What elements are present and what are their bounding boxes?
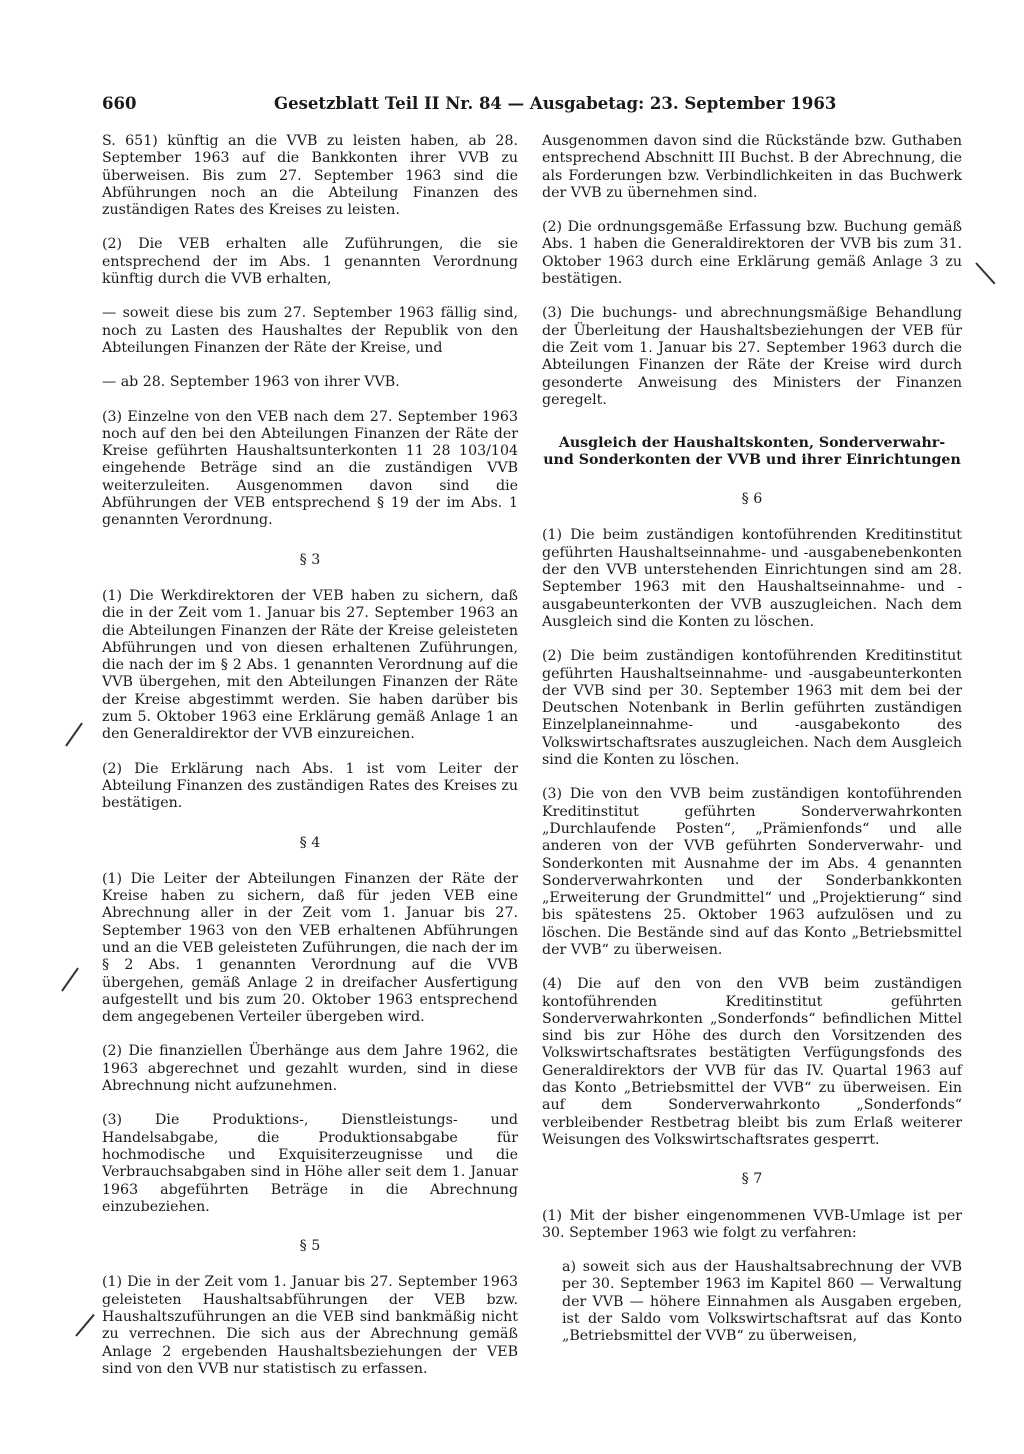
paragraph: (1) Die beim zuständigen kontoführenden Kreditinstitut geführten Haushaltseinnahme- und -ausgabenebenkonten der den VVB unterstehenden Einrichtungen sind am 28. September 1963 mit den Haushaltseinnahme- und -ausgabeunterkonten der VVB auszugleichen. Nach dem Ausgleich sind die Konten zu löschen. xyxy=(542,527,962,630)
chapter-heading: Ausgleich der Haushaltskonten, Sonderverwahr- und Sonderkonten der VVB und ihrer Einrichtungen xyxy=(543,435,961,469)
page-number: 660 xyxy=(102,94,137,113)
paragraph: (1) Die Werkdirektoren der VEB haben zu sichern, daß die in der Zeit vom 1. Januar bis 27. September 1963 an die Abteilungen Finanzen der Räte der Kreise geleisteten Abführungen und von diesen erhaltenen Zuführungen, die nach der im § 2 Abs. 1 genannten Verordnung auf die VVB übergehen, mit den Abteilungen Finanzen der Räte der Kreise abgestimmt werden. Sie haben darüber bis zum 5. Oktober 1963 eine Erklärung gemäß Anlage 1 an den Generaldirektor der VVB einzureichen. xyxy=(102,587,518,743)
list-item: — soweit diese bis zum 27. September 1963 fällig sind, noch zu Lasten des Haushaltes der Republik von den Abteilungen Finanzen der Räte der Kreise, und xyxy=(102,305,518,356)
paragraph: (1) Mit der bisher eingenommenen VVB-Umlage ist per 30. September 1963 wie folgt zu verfahren: xyxy=(542,1207,962,1241)
paragraph: (1) Die in der Zeit vom 1. Januar bis 27. September 1963 geleisteten Haushaltsabführungen der VEB bzw. Haushaltszuführungen an die VEB sind bankmäßig nicht zu verrechnen. Die sich aus der Abrechnung gemäß Anlage 2 ergebenden Haushaltsbeziehungen der VEB sind von den VVB nur statistisch zu erfassen. xyxy=(102,1274,518,1377)
paragraph: (1) Die Leiter der Abteilungen Finanzen der Räte der Kreise haben zu sichern, daß für jeden VEB eine Abrechnung aller in der Zeit vom 1. Januar bis 27. September 1963 von den VEB erhaltenen Abführungen und an die VEB geleisteten Zuführungen, die nach der im § 2 Abs. 1 genannten Verordnung auf die VVB übergehen, gemäß Anlage 2 in dreifacher Ausfertigung aufgestellt und bis zum 20. Oktober 1963 entsprechend dem angegebenen Verteiler übergeben wird. xyxy=(102,870,518,1026)
margin-mark xyxy=(65,722,83,746)
section-heading: § 5 xyxy=(299,1238,321,1255)
paragraph: (2) Die finanziellen Überhänge aus dem Jahre 1962, die 1963 abgerechnet und gezahlt wurden, sind in diese Abrechnung nicht aufzunehmen. xyxy=(102,1043,518,1095)
margin-mark xyxy=(975,262,995,284)
paragraph: (3) Die von den VVB beim zuständigen kontoführenden Kreditinstitut geführten Sonderverwahrkonten „Durchlaufende Posten“, „Prämienfonds“ und alle anderen von der VVB geführten Sonderverwahr- und Sonderkonten mit Ausnahme der im Abs. 4 genannten Sonderverwahrkonten und der Sonderbankkonten „Erweiterung der Grundmittel“ und „Projektierung“ sind bis spätestens 25. Oktober 1963 aufzulösen und zu löschen. Die Bestände sind auf das Konto „Betriebsmittel der VVB“ zu überweisen. xyxy=(542,786,962,958)
list-item: a) soweit sich aus der Haushaltsabrechnung der VVB per 30. September 1963 im Kapitel 860 — Verwaltung der VVB — höhere Einnahmen als Ausgaben ergeben, ist der Saldo vom Volkswirtschaftsrat auf das Konto „Betriebsmittel der VVB“ zu überweisen, xyxy=(562,1259,962,1345)
left-column xyxy=(102,133,518,1395)
paragraph: (2) Die VEB erhalten alle Zuführungen, die sie entsprechend der im Abs. 1 genannten Verordnung künftig durch die VVB erhalten, xyxy=(102,236,518,288)
margin-mark xyxy=(61,967,79,991)
right-column xyxy=(542,133,962,1363)
section-heading: § 7 xyxy=(741,1171,763,1188)
paragraph: (2) Die beim zuständigen kontoführenden Kreditinstitut geführten Haushaltseinnahme- und -ausgabeunterkonten der VVB sind per 30. September 1963 mit dem bei der Deutschen Notenbank in Berlin geführten zuständigen Einzelplaneinnahme- und -ausgabekonto des Volkswirtschaftsrates auszugleichen. Nach dem Ausgleich sind die Konten zu löschen. xyxy=(542,648,962,769)
paragraph: (3) Die buchungs- und abrechnungsmäßige Behandlung der Überleitung der Haushaltsbeziehungen der VEB für die Zeit vom 1. Januar bis 27. September 1963 durch die Abteilungen Finanzen der Räte der Kreise wird durch gesonderte Anweisung des Ministers der Finanzen geregelt. xyxy=(542,305,962,408)
running-title: Gesetzblatt Teil II Nr. 84 — Ausgabetag: 23. September 1963 xyxy=(274,94,837,113)
section-heading: § 4 xyxy=(299,834,321,851)
paragraph: S. 651) künftig an die VVB zu leisten haben, ab 28. September 1963 auf die Bankkonten ihrer VVB zu überweisen. Bis zum 27. September 1963 sind die Abführungen noch an die Abteilung Finanzen des zuständigen Rates des Kreises zu leisten. xyxy=(102,133,518,219)
section-heading: § 3 xyxy=(299,551,321,568)
paragraph: (4) Die auf den von den VVB beim zuständigen kontoführenden Kreditinstitut geführten Sonderverwahrkonten „Sonderfonds“ befindlichen Mittel sind bis zur Höhe des durch den Vorsitzenden des Volkswirtschaftsrates bestätigten Verfügungsfonds des Generaldirektors der VVB für das IV. Quartal 1963 auf das Konto „Betriebsmittel der VVB“ zu überweisen. Ein auf dem Sonderverwahrkonto „Sonderfonds“ verbleibender Restbetrag bleibt bis zum Erlaß weiterer Weisungen des Volkswirtschaftsrates gesperrt. xyxy=(542,976,962,1148)
section-heading: § 6 xyxy=(741,491,763,508)
margin-mark xyxy=(75,1314,95,1337)
list-item: — ab 28. September 1963 von ihrer VVB. xyxy=(102,374,400,391)
paragraph: (3) Einzelne von den VEB nach dem 27. September 1963 noch auf den bei den Abteilungen Finanzen der Räte der Kreise geführten Haushaltsunterkonten 11 28 103/104 eingehende Beträge sind an die zuständigen VVB weiterzuleiten. Ausgenommen davon sind die Abführungen der VEB entsprechend § 19 der im Abs. 1 genannten Verordnung. xyxy=(102,408,518,529)
paragraph: (2) Die Erklärung nach Abs. 1 ist vom Leiter der Abteilung Finanzen des zuständigen Rates des Kreises zu bestätigen. xyxy=(102,760,518,812)
paragraph: (2) Die ordnungsgemäße Erfassung bzw. Buchung gemäß Abs. 1 haben die Generaldirektoren der VVB bis zum 31. Oktober 1963 durch eine Erklärung gemäß Anlage 3 zu bestätigen. xyxy=(542,219,962,288)
paragraph: (3) Die Produktions-, Dienstleistungs- und Handelsabgabe, die Produktionsabgabe für hochmodische und Exquisiterzeugnisse und die Verbrauchsabgaben sind in Höhe aller seit dem 1. Januar 1963 abgeführten Beträge in die Abrechnung einzubeziehen. xyxy=(102,1112,518,1215)
paragraph: Ausgenommen davon sind die Rückstände bzw. Guthaben entsprechend Abschnitt III Buchst. B der Abrechnung, die als Forderungen bzw. Verbindlichkeiten in das Buchwerk der VVB zu übernehmen sind. xyxy=(542,133,962,201)
